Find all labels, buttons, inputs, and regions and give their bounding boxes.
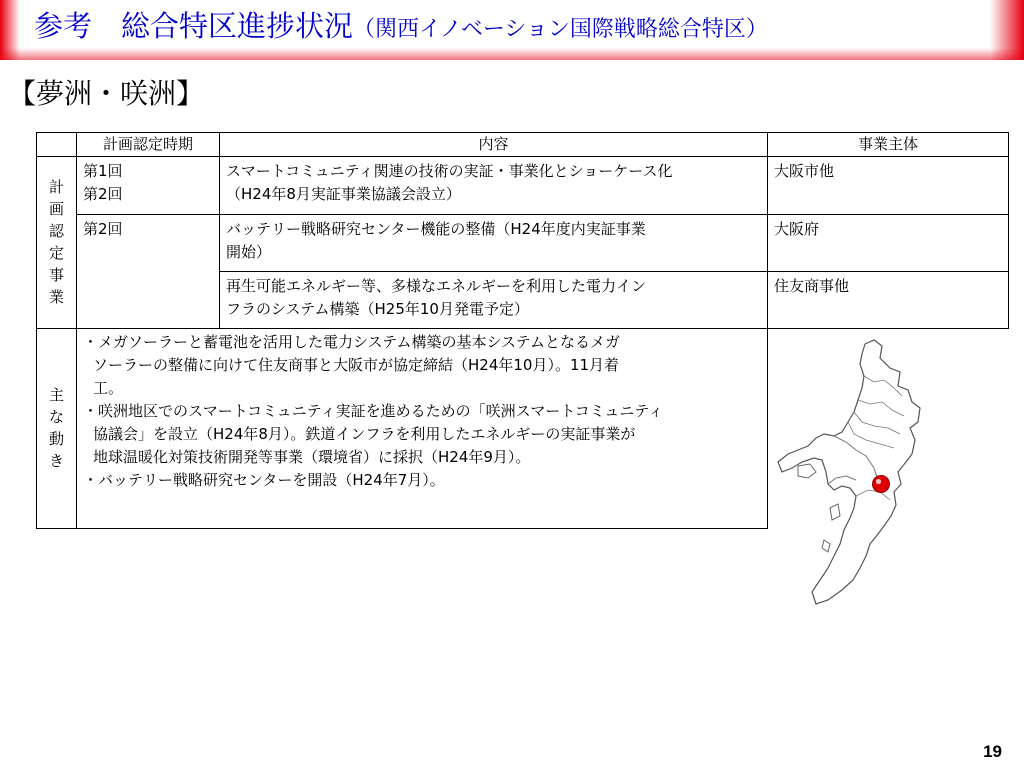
content-line: バッテリー戦略研究センター機能の整備（H24年度内実証事業 <box>226 220 646 238</box>
content-line: フラのシステム構築（H25年10月発電予定） <box>226 300 529 318</box>
header-content: 内容 <box>220 133 768 157</box>
period-line: 第1回 <box>83 162 123 180</box>
activity-line: 地球温暖化対策技術開発等事業（環境省）に採択（H24年9月）。 <box>93 448 531 466</box>
slide-title-main: 参考 総合特区進捗状況 <box>34 9 354 43</box>
period-cell <box>77 157 220 215</box>
location-marker <box>873 476 890 493</box>
table-header-row <box>37 133 1009 157</box>
main-activity-label-text: 主 な 動 き <box>48 386 64 470</box>
entity-cell: 大阪府 <box>768 215 1009 272</box>
table-row <box>37 215 1009 272</box>
header-entity: 事業主体 <box>768 133 1009 157</box>
activity-item: ・咲洲地区でのスマートコミュニティ実証を進めるための「咲洲スマートコミュニティ <box>83 402 664 420</box>
slide-title-sub: （関西イノベーション国際戦略総合特区） <box>353 17 768 42</box>
osaka-city-outline-map-icon <box>770 330 1010 620</box>
plan-group-label-text: 計 画 認 定 事 業 <box>48 178 64 306</box>
activity-line: 協議会」を設立（H24年8月）。鉄道インフラを利用したエネルギーの実証事業が <box>93 425 636 443</box>
activity-item: ・メガソーラーと蓄電池を活用した電力システム構築の基本システムとなるメガ <box>83 333 621 351</box>
content-line: （H24年8月実証事業協議会設立） <box>226 185 461 203</box>
slide-title <box>34 9 768 43</box>
period-cell <box>77 215 220 329</box>
period-line: 第2回 <box>83 185 123 203</box>
map-area <box>770 330 1010 620</box>
content-cell <box>220 157 768 215</box>
city-boundary-outline <box>778 340 920 604</box>
period-line: 第2回 <box>83 220 123 238</box>
entity-cell: 住友商事他 <box>768 272 1009 329</box>
header-period: 計画認定時期 <box>77 133 220 157</box>
entity-cell: 大阪市他 <box>768 157 1009 215</box>
activity-line: 工。 <box>93 379 124 397</box>
plan-group-label <box>37 157 77 329</box>
content-cell <box>220 215 768 272</box>
activity-line: ソーラーの整備に向けて住友商事と大阪市が協定締結（H24年10月）。11月着 <box>93 356 620 374</box>
content-line: 再生可能エネルギー等、多様なエネルギーを利用した電力イン <box>226 277 647 295</box>
main-activity-cell <box>77 329 768 529</box>
location-marker-highlight <box>876 479 881 484</box>
bay-islands <box>798 464 840 552</box>
page-number: 19 <box>983 742 1002 761</box>
table-row <box>37 157 1009 215</box>
corner-cell <box>37 133 77 157</box>
content-line: 開始） <box>226 243 272 261</box>
section-heading: 【夢洲・咲洲】 <box>8 77 205 110</box>
content-cell <box>220 272 768 329</box>
activity-item: ・バッテリー戦略研究センターを開設（H24年7月）。 <box>83 471 445 489</box>
main-activity-label <box>37 329 77 529</box>
content-line: スマートコミュニティ関連の技術の実証・事業化とショーケース化 <box>226 162 673 180</box>
